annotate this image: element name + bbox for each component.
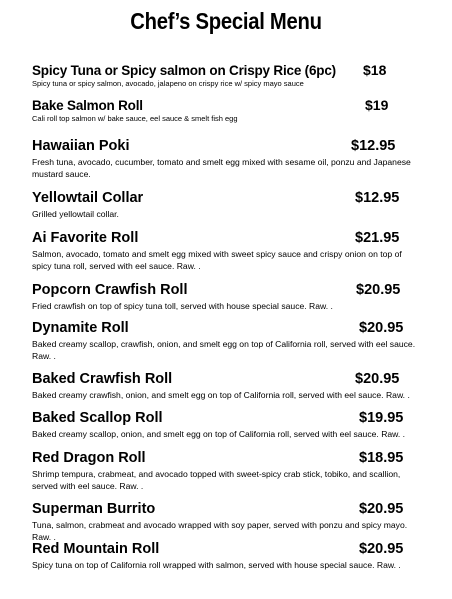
item-name: Superman Burrito [32, 501, 156, 517]
item-price: $19 [365, 97, 389, 113]
item-price: $20.95 [359, 541, 404, 557]
menu-item-spicy-crispy-rice [32, 62, 422, 89]
menu-item-red-mountain-roll [32, 540, 422, 571]
menu-item-dynamite-roll [32, 319, 422, 362]
item-price: $20.95 [356, 282, 401, 298]
item-name: Red Mountain Roll [32, 541, 160, 557]
menu-item-popcorn-crawfish-roll [32, 281, 422, 312]
item-name: Yellowtail Collar [32, 190, 144, 206]
item-price: $18 [363, 62, 387, 78]
item-description: Baked creamy scallop, onion, and smelt egg on top of California roll, served with eel sauce. Raw. . [32, 429, 406, 439]
menu-item-baked-crawfish-roll [32, 370, 422, 401]
item-price: $19.95 [359, 410, 404, 426]
menu-item-yellowtail-collar [32, 189, 422, 220]
item-description: Cali roll top salmon w/ bake sauce, eel sauce & smelt fish egg [32, 114, 238, 123]
item-name: Spicy Tuna or Spicy salmon on Crispy Rice (6pc) [32, 63, 336, 78]
item-description: Shrimp tempura, crabmeat, and avocado topped with sweet-spicy crab stick, tobiko, and scallion, served with eel sauce. Raw. . [32, 469, 401, 491]
item-description: Baked creamy crawfish, onion, and smelt egg on top of California roll, served with eel sauce. Raw. . [32, 390, 410, 400]
menu-item-baked-scallop-roll [32, 409, 422, 440]
item-description: Fresh tuna, avocado, cucumber, tomato and smelt egg mixed with sesame oil, ponzu and Japanese mustard sauce. [32, 157, 411, 179]
item-name: Hawaiian Poki [32, 138, 130, 154]
item-price: $12.95 [351, 138, 396, 154]
item-price: $18.95 [359, 450, 404, 466]
item-price: $20.95 [359, 501, 404, 517]
item-description: Spicy tuna on top of California roll wrapped with salmon, served with house special sauce. Raw. . [32, 560, 401, 570]
item-name: Dynamite Roll [32, 320, 129, 336]
menu-item-hawaiian-poki [32, 137, 422, 180]
item-name: Popcorn Crawfish Roll [32, 282, 188, 298]
item-description: Salmon, avocado, tomato and smelt egg mixed with sweet spicy sauce and crispy onion on top of spicy tuna roll, served with eel sauce. Raw. . [32, 249, 402, 271]
item-description: Tuna, salmon, crabmeat and avocado wrapped with soy paper, served with ponzu and spicy mayo. Raw. . [32, 520, 408, 542]
item-description: Grilled yellowtail collar. [32, 209, 119, 219]
item-description: Baked creamy scallop, crawfish, onion, and smelt egg on top of California roll, served with eel sauce. Raw. . [32, 339, 416, 361]
item-name: Red Dragon Roll [32, 450, 146, 466]
item-name: Baked Scallop Roll [32, 410, 163, 426]
page-title: Chef’s Special Menu [130, 8, 322, 34]
menu-item-bake-salmon-roll [32, 97, 422, 124]
item-price: $21.95 [355, 230, 400, 246]
item-price: $20.95 [359, 320, 404, 336]
item-name: Ai Favorite Roll [32, 230, 139, 246]
item-name: Baked Crawfish Roll [32, 371, 173, 387]
menu-item-ai-favorite-roll [32, 229, 422, 272]
item-price: $20.95 [355, 371, 400, 387]
item-description: Spicy tuna or spicy salmon, avocado, jalapeno on crispy rice w/ spicy mayo sauce [32, 79, 304, 88]
item-description: Fried crawfish on top of spicy tuna toll, served with house special sauce. Raw. . [32, 301, 333, 311]
menu-item-superman-burrito [32, 500, 422, 543]
item-name: Bake Salmon Roll [32, 98, 143, 113]
item-price: $12.95 [355, 190, 400, 206]
menu-item-red-dragon-roll [32, 449, 422, 492]
